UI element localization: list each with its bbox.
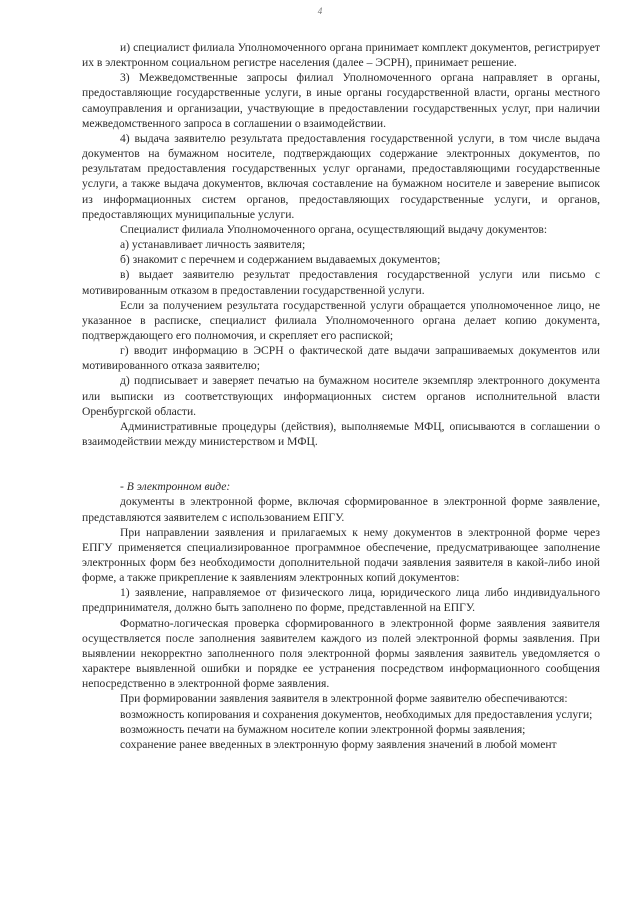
paragraph: Административные процедуры (действия), выполняемые МФЦ, описываются в соглашении о взаимодействии между министерством и МФЦ. bbox=[82, 419, 600, 449]
paragraph: 1) заявление, направляемое от физического лица, юридического лица либо индивидуального предпринимателя, должно быть заполнено по форме, представленной на ЕПГУ. bbox=[82, 586, 600, 615]
paragraph: возможность печати на бумажном носителе копии электронной формы заявления; bbox=[120, 722, 526, 736]
paragraph: 4) выдача заявителю результата предоставления государственной услуги, в том числе выдача документов на бумажном носителе, подтверждающих содержание электронных документов, по результатам предоставления государственных услуг органами, предоставляющими государственные услуги, а также выдача документов, включая составление на бумажном носителе и заверение выписок из информационных систем органов, предоставляющих государственные услуги, и органов, предоставляющих муниципальные услуги. bbox=[82, 131, 600, 221]
paragraph: сохранение ранее введенных в электронную форму заявления значений в любой момент bbox=[120, 737, 557, 751]
paragraph: б) знакомит с перечнем и содержанием выдаваемых документов; bbox=[120, 253, 441, 267]
paragraph: Специалист филиала Уполномоченного органа, осуществляющий выдачу документов: bbox=[120, 222, 548, 236]
paragraph: возможность копирования и сохранения документов, необходимых для предоставления услуги; bbox=[120, 707, 593, 721]
paragraph: в) выдает заявителю результат предоставления государственной услуги или письмо с мотивированным отказом в предоставлении государственной услуги. bbox=[82, 268, 600, 297]
paragraph: Если за получением результата государственной услуги обращается уполномоченное лицо, не указанное в расписке, специалист филиала Уполномоченного органа делает копию документа, подтверждающего его полномочия, и скрепляет его распиской; bbox=[82, 298, 600, 342]
document-body bbox=[82, 40, 600, 752]
paragraph: а) устанавливает личность заявителя; bbox=[120, 238, 306, 252]
paragraph: При формировании заявления заявителя в электронной форме заявителю обеспечиваются: bbox=[120, 692, 568, 706]
paragraph: г) вводит информацию в ЭСРН о фактической дате выдачи запрашиваемых документов или мотивированного отказа заявителю; bbox=[82, 344, 600, 373]
paragraph: 3) Межведомственные запросы филиал Уполномоченного органа направляет в органы, предоставляющие государственные услуги, в иные органы государственной власти, органы местного самоуправления и организации, участвующие в предоставлении государственных услуг, при наличии межведомственного запроса в соглашении о взаимодействии. bbox=[82, 71, 600, 130]
page-number: 4 bbox=[317, 6, 323, 16]
paragraph: документы в электронной форме, включая сформированное в электронной форме заявление, представляются заявителем с использованием ЕПГУ. bbox=[82, 495, 600, 524]
paragraph: д) подписывает и заверяет печатью на бумажном носителе экземпляр электронного документа или выписки из соответствующих информационных систем органов исполнительной власти Оренбургской области. bbox=[82, 374, 600, 418]
paragraph: и) специалист филиала Уполномоченного органа принимает комплект документов, регистрирует их в электронном социальном регистре населения (далее – ЭСРН), принимает решение. bbox=[82, 41, 600, 70]
paragraph: Форматно-логическая проверка сформированного в электронной форме заявления заявителя осуществляется после заполнения заявителем каждого из полей электронной формы заявления. При выявлении некорректно заполненного поля электронной формы заявления заявитель уведомляется о характере выявленной ошибки и порядке ее устранения посредством информационного сообщения непосредственно в электронной форме заявления. bbox=[82, 616, 600, 691]
section-heading: - В электронном виде: bbox=[120, 480, 231, 494]
paragraph: При направлении заявления и прилагаемых к нему документов в электронной форме через ЕПГУ применяется специализированное программное обеспечение, предусматривающее заполнение электронных форм без необходимости дополнительной подачи заявления заявителя в какой-либо иной форме, а также прикрепление к заявлениям электронных копий документов: bbox=[82, 525, 600, 585]
